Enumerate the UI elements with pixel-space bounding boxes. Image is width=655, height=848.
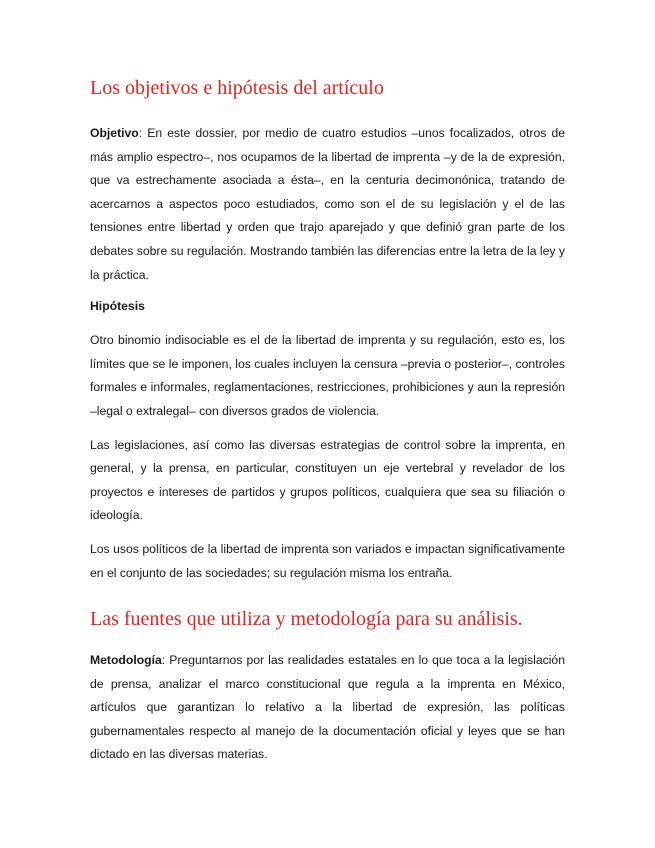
- hipotesis-paragraph-3: Los usos políticos de la libertad de imprenta son variados e impactan significativamente en el conjunto de las sociedades; su regulación misma los entraña.: [90, 541, 565, 580]
- hipotesis-paragraph-1: Otro binomio indisociable es el de la libertad de imprenta y su regulación, esto es, los límites que se le imponen, los cuales incluyen la censura –previa o posterior–, controles formales e informales, reglamentaciones, restricciones, prohibiciones y aun la represión –legal o extralegal– con diversos grados de violencia.: [90, 333, 565, 418]
- metodologia-label: Metodología: [90, 653, 162, 668]
- objetivo-label: Objetivo: [90, 126, 139, 140]
- objetivo-paragraph: [90, 122, 565, 287]
- metodologia-text: : Preguntarnos por las realidades estatales en lo que toca a la legislación de prensa, analizar el marco constitucional que regula a la imprenta en México, artículos que garantizan lo relativo a la libertad de expresión, las políticas gubernamentales respecto al manejo de la documentación oficial y leyes que se han dictado en las diversas materias.: [90, 653, 565, 762]
- metodologia-paragraph: [90, 649, 565, 767]
- hipotesis-paragraph-2: Las legislaciones, así como las diversas estrategias de control sobre la imprenta, en general, y la prensa, en particular, constituyen un eje vertebral y revelador de los proyectos e intereses de partidos y grupos políticos, cualquiera que sea su filiación o ideología.: [90, 437, 565, 523]
- section-title-objetivos: Los objetivos e hipótesis del artículo: [90, 77, 384, 99]
- section-title-fuentes: Las fuentes que utiliza y metodología para su análisis.: [90, 608, 523, 631]
- objetivo-text: : En este dossier, por medio de cuatro estudios –unos focalizados, otros de más amplio espectro–, nos ocupamos de la libertad de imprenta –y de la de expresión, que va estrechamente asociada a ésta–, en la centuria decimonónica, tratando de acercarnos a aspectos poco estudiados, como son el de su legislación y el de las tensiones entre libertad y orden que trajo aparejado y que definió gran parte de los debates sobre su regulación. Mostrando también las diferencias entre la letra de la ley y la práctica.: [90, 126, 565, 282]
- hipotesis-heading: Hipótesis: [90, 299, 145, 314]
- document-page: [90, 70, 565, 777]
